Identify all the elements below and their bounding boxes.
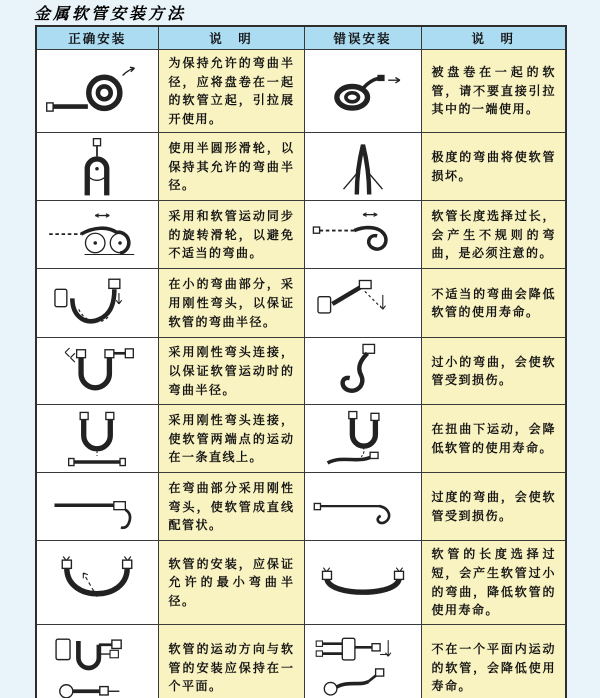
hose-too-long-irregular-bend-illustration: [309, 204, 417, 266]
hose-endpoints-motion-in-line-illustration: [41, 408, 153, 470]
wrong-description: 软管的长度选择过短，会产生软管过小的弯曲，降低软管的使用寿命。: [421, 541, 566, 624]
table-row: [36, 473, 566, 541]
hose-motion-in-same-plane-illustration: [41, 628, 153, 698]
table-row: [36, 405, 566, 473]
correct-illustration-cell: [36, 201, 158, 269]
hose-bend-too-small-curl-illustration: [309, 340, 417, 402]
header-correct-install: 正确安装: [36, 26, 158, 50]
header-wrong-install: 错误安装: [304, 26, 421, 50]
hose-coil-standing-unrolled-illustration: [41, 59, 153, 123]
hose-improper-sharp-angle-illustration: [309, 271, 417, 335]
hose-extreme-sharp-bend-illustration: [309, 136, 417, 198]
wrong-description: 在扭曲下运动，会降低软管的使用寿命。: [421, 405, 566, 473]
wrong-description: 过度的弯曲，会使软管受到损伤。: [421, 473, 566, 541]
wrong-description: 不在一个平面内运动的软管，会降低使用寿命。: [421, 624, 566, 698]
hose-coil-end-pulled-illustration: [309, 59, 417, 123]
hose-straight-piping-with-rigid-elbow-illustration: [41, 476, 153, 538]
correct-description: 采用刚性弯头连接，以保证软管运动时的弯曲半径。: [158, 338, 304, 405]
correct-illustration-cell: [36, 624, 158, 698]
hose-over-semicircular-pulley-illustration: [41, 136, 153, 198]
wrong-illustration-cell: [304, 50, 421, 133]
correct-illustration-cell: [36, 50, 158, 133]
wrong-illustration-cell: [304, 201, 421, 269]
correct-description: 软管的安装，应保证允许的最小弯曲半径。: [158, 541, 304, 624]
table-row: [36, 50, 566, 133]
header-wrong-description: 说 明: [421, 26, 566, 50]
table-row: [36, 133, 566, 201]
wrong-illustration-cell: [304, 473, 421, 541]
wrong-illustration-cell: [304, 133, 421, 201]
hose-installation-table: [35, 25, 567, 698]
hose-excessive-end-bend-illustration: [309, 476, 417, 538]
table-header-row: [36, 26, 566, 50]
table-row: [36, 624, 566, 698]
correct-description: 采用和软管运动同步的旋转滑轮，以避免不适当的弯曲。: [158, 201, 304, 269]
wrong-illustration-cell: [304, 338, 421, 405]
table-row: [36, 338, 566, 405]
correct-description: 在小的弯曲部分，采用刚性弯头，以保证软管的弯曲半径。: [158, 269, 304, 338]
correct-illustration-cell: [36, 338, 158, 405]
wrong-description: 过小的弯曲，会使软管受到损伤。: [421, 338, 566, 405]
correct-illustration-cell: [36, 133, 158, 201]
correct-description: 为保持允许的弯曲半径，应将盘卷在一起的软管立起，引拉展开使用。: [158, 50, 304, 133]
wrong-description: 极度的弯曲将使软管损坏。: [421, 133, 566, 201]
hose-synchronized-rotating-pulleys-illustration: [41, 204, 153, 266]
table-row: [36, 269, 566, 338]
wrong-description: 软管长度选择过长，会产生不规则的弯曲，是必须注意的。: [421, 201, 566, 269]
hose-minimum-bend-radius-u-illustration: [41, 551, 153, 615]
correct-description: 在弯曲部分采用刚性弯头，使软管成直线配管状。: [158, 473, 304, 541]
wrong-description: 不适当的弯曲会降低软管的使用寿命。: [421, 269, 566, 338]
correct-description: 采用刚性弯头连接，使软管两端点的运动在一条直线上。: [158, 405, 304, 473]
hose-u-bend-rigid-elbow-connection-illustration: [41, 340, 153, 402]
hose-motion-out-of-plane-illustration: [309, 628, 417, 698]
correct-description: 使用半圆形滑轮，以保持其允许的弯曲半径。: [158, 133, 304, 201]
hose-rigid-elbow-at-small-bend-illustration: [41, 271, 153, 335]
header-correct-description: 说 明: [158, 26, 304, 50]
correct-illustration-cell: [36, 405, 158, 473]
correct-illustration-cell: [36, 473, 158, 541]
wrong-illustration-cell: [304, 405, 421, 473]
wrong-illustration-cell: [304, 269, 421, 338]
table-row: [36, 541, 566, 624]
wrong-description: 被盘卷在一起的软管，请不要直接引拉其中的一端使用。: [421, 50, 566, 133]
correct-illustration-cell: [36, 269, 158, 338]
table-row: [36, 201, 566, 269]
hose-motion-under-twist-illustration: [309, 408, 417, 470]
correct-illustration-cell: [36, 541, 158, 624]
hose-too-short-flat-bend-illustration: [309, 551, 417, 615]
wrong-illustration-cell: [304, 541, 421, 624]
correct-description: 软管的运动方向与软管的安装应保持在一个平面。: [158, 624, 304, 698]
wrong-illustration-cell: [304, 624, 421, 698]
page-title: 金属软管安装方法: [34, 4, 187, 23]
